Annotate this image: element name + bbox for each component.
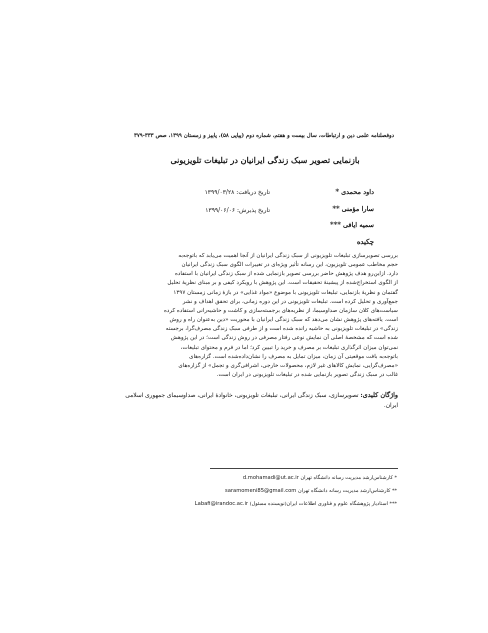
footnote-2-email[interactable]: saramomeni85@gmail.com: [225, 488, 297, 494]
footnote-3-text: استادیار پژوهشگاه علوم و فناوری اطلاعات ایران(نویسنده مسئول): [249, 501, 388, 507]
footnote-1: [175, 475, 397, 481]
paper-title: بازنمایی تصویر سبک زندگی ایرانیان در تبلیغات تلویزیونی: [170, 155, 360, 165]
abstract-line: غالب در سبک زندگی تصویر بازنمایی شده در تبلیغات تلویزیونی در ایران است.: [216, 372, 398, 379]
abstract-line: سیاست‌های کلان سازمان صداوسیما، از نظریه‌های برجسته‌سازی و کاشت و حاشیه‌رانی استفاده کرده: [163, 307, 398, 314]
footnote-1-text: کارشناس‌ارشد مدیریت رسانه دانشگاه تهران: [300, 475, 393, 481]
keywords-text: تصویرسازی، سبک زندگی ایرانی، تبلیغات تلویزیونی، خانوادهٔ ایرانی، صداوسیمای جمهوری اسلامی ایران.: [125, 393, 398, 409]
author-1-name: داود محمدی: [341, 188, 374, 196]
footnote-3-email[interactable]: Labafi@irandoc.ac.ir: [194, 501, 249, 507]
abstract-line: حجم مخاطب عمومی تلویزیون، این رسانه تأثیر ویژه‌ای در تغییرات الگوی سبک زندگی ایرانیان: [181, 262, 398, 269]
abstract-line: است. یافته‌های پژوهش نشان می‌دهد که سبک زندگی ایرانیان با محوریت «دین به‌عنوان راه و روش: [169, 317, 398, 324]
abstract-line: جمع‌آوری و تحلیل کرده است. تبلیغات تلویزیونی در این دوره زمانی، برای تحقق اهداف و نشر: [182, 298, 398, 305]
author-3: [330, 220, 374, 229]
footnote-2: [175, 488, 397, 494]
author-1: [335, 187, 374, 196]
author-3-mark: ***: [329, 220, 341, 229]
abstract-line: شده است که مشخصهٔ اصلی آن نمایش نوعی رفتار مصرفی در روش زندگی است؛ در این پژوهش: [170, 335, 398, 342]
author-2: [332, 204, 374, 213]
abstract-heading: چکیده: [356, 238, 374, 246]
abstract-line: از الگوی استخراج‌شده از پیشینهٔ تحقیقات است. این پژوهش با رویکرد کیفی و بر مبنای نظریهٔ تحلیل: [167, 280, 398, 287]
abstract-line: گفتمان و نظریهٔ بازنمایی، تبلیغات تلویزیونی با موضوع «مواد غذایی» در بازهٔ زمانی زمستان ۱۳۹۷: [173, 289, 398, 296]
footnote-2-mark: **: [392, 488, 397, 494]
journal-header: دوفصلنامه علمی دین و ارتباطات، سال بیست و هفتم، شماره دوم (پیاپی ۵۸)، پاییز و زمستان ۱۳۹۹، صص ۳۳۳-۳۷۹: [133, 133, 395, 139]
author-2-name: سارا مؤمنی: [341, 205, 374, 213]
accepted-date: تاریخ پذیرش: ۱۳۹۹/۰۶/۰۶: [205, 207, 270, 214]
footnote-3-mark: ***: [389, 501, 397, 507]
abstract-line: «مصرف‌گرایی، نمایش کالاهای غیر لازم، محصولات خارجی، اشرافی‌گری و تجمل» از گزاره‌های: [178, 362, 398, 369]
author-1-mark: *: [335, 187, 340, 196]
footnote-divider: [210, 468, 398, 469]
keywords: [112, 390, 398, 411]
footnote-1-mark: *: [394, 475, 397, 481]
footnote-1-email[interactable]: d.mohamadi@ut.ac.ir: [242, 475, 299, 481]
keywords-label: واژگان کلیدی:: [360, 391, 398, 399]
abstract-line: زندگی» در تبلیغات تلویزیونی به حاشیه رانده شده است و از طرفی سبک زندگی مصرف‌گرا، برجسته: [165, 326, 398, 333]
footnote-2-text: کارشناس‌ارشد مدیریت رسانه دانشگاه تهران: [297, 488, 391, 494]
abstract-line: نمی‌توان میزان اثرگذاری تبلیغات بر مصرف و خرید را تبیین کرد؛ اما در فرم و محتوای تبلیغات،: [180, 344, 398, 351]
author-2-mark: **: [332, 204, 340, 213]
abstract-body: [112, 252, 398, 380]
abstract-line: دارد. ازاین‌رو هدف پژوهش حاضر بررسی تصویر بازنمایی شده از سبک زندگی ایرانیان با استفاده: [174, 271, 398, 278]
received-date: تاریخ دریافت: ۱۳۹۹/۰۳/۲۸: [204, 189, 270, 196]
abstract-line: باتوجه‌به بافت موقعیتی آن زمان، میزان تمایل به مصرف را نشان‌داده‌شده است. گزاره‌های: [189, 353, 398, 360]
author-3-name: سمیه ایافی: [342, 221, 374, 229]
footnote-3: [175, 501, 397, 507]
abstract-line: بررسی تصویرسازی تبلیغات تلویزیونی از سبک زندگی ایرانیان از آنجا اهمیت می‌یابد که باتوجه‌به: [178, 253, 398, 259]
